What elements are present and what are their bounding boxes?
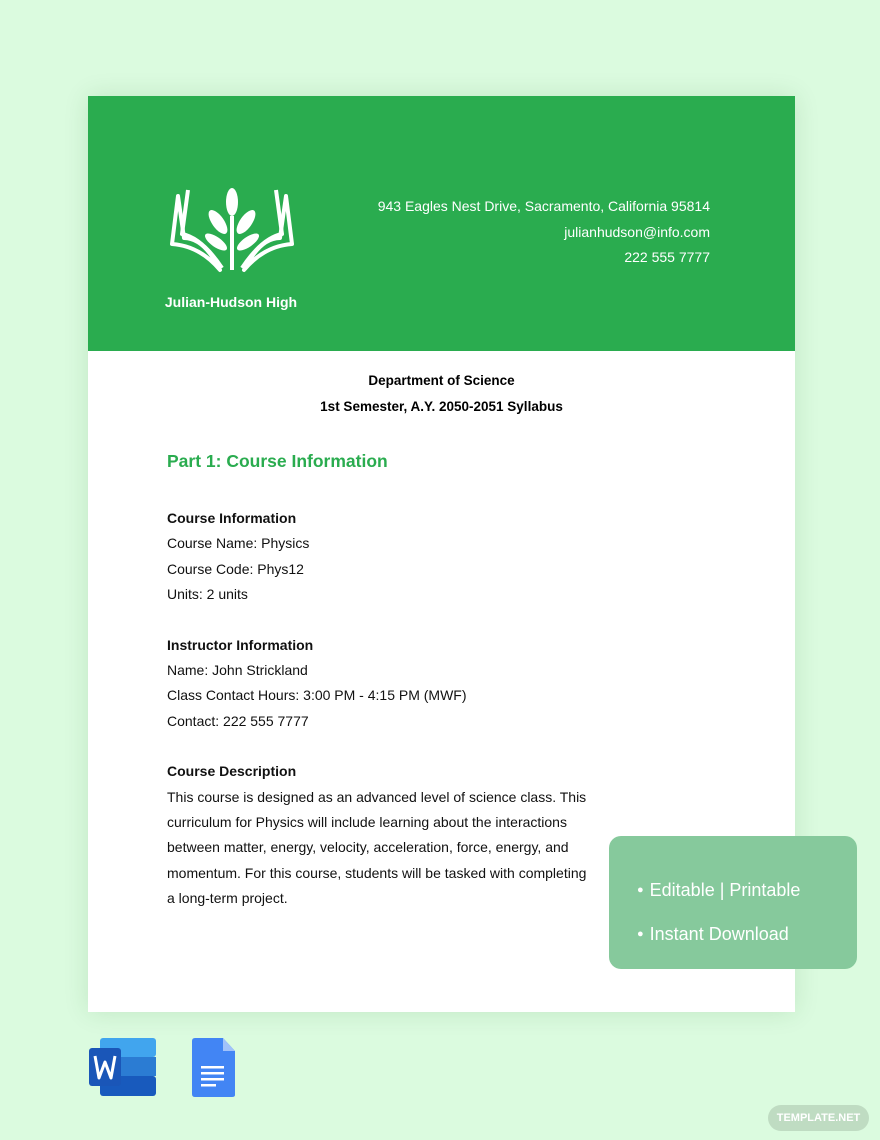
section-title: Course Information <box>167 510 297 526</box>
line: Units: 2 units <box>167 586 248 603</box>
features-badge <box>609 836 857 969</box>
section-title: Course Description <box>167 763 297 780</box>
line: Name: John Strickland <box>167 662 308 679</box>
department: Department of Science <box>368 373 515 388</box>
line: Course Name: Physics <box>167 535 310 552</box>
school-name: Julian-Hudson High <box>164 294 298 310</box>
format-icons <box>89 1038 239 1103</box>
google-docs-icon[interactable] <box>192 1038 235 1097</box>
semester: 1st Semester, A.Y. 2050-2051 Syllabus <box>320 398 563 414</box>
address: 943 Eagles Nest Drive, Sacramento, California 95814 <box>377 198 710 214</box>
section-title: Instructor Information <box>167 636 314 653</box>
open-book-leaf-logo-icon <box>170 188 294 276</box>
header <box>88 96 795 351</box>
feature-item: ● Instant Download <box>637 912 857 956</box>
line: Contact: 222 555 7777 <box>167 712 309 729</box>
line: Course Code: Phys12 <box>167 560 304 577</box>
part1-heading: Part 1: Course Information <box>167 451 388 471</box>
course-information-section <box>167 506 716 608</box>
phone: 222 555 7777 <box>624 249 710 265</box>
word-icon[interactable] <box>89 1038 156 1096</box>
instructor-information-section <box>167 633 716 735</box>
template-net-watermark: TEMPLATE.NET <box>768 1105 869 1131</box>
email: julianhudson@info.com <box>564 223 710 240</box>
line: Class Contact Hours: 3:00 PM - 4:15 PM (MWF) <box>167 687 467 704</box>
document-title <box>88 368 795 419</box>
contact-info <box>378 194 710 271</box>
feature-item: ● Editable | Printable <box>637 868 857 912</box>
description-text: This course is designed as an advanced level of science class. This curriculum for Physics will include learning about the interactions between matter, energy, velocity, acceleration, force, energy, and momentum. For this course, students will be tasked with completing a long-term project. <box>167 788 587 907</box>
